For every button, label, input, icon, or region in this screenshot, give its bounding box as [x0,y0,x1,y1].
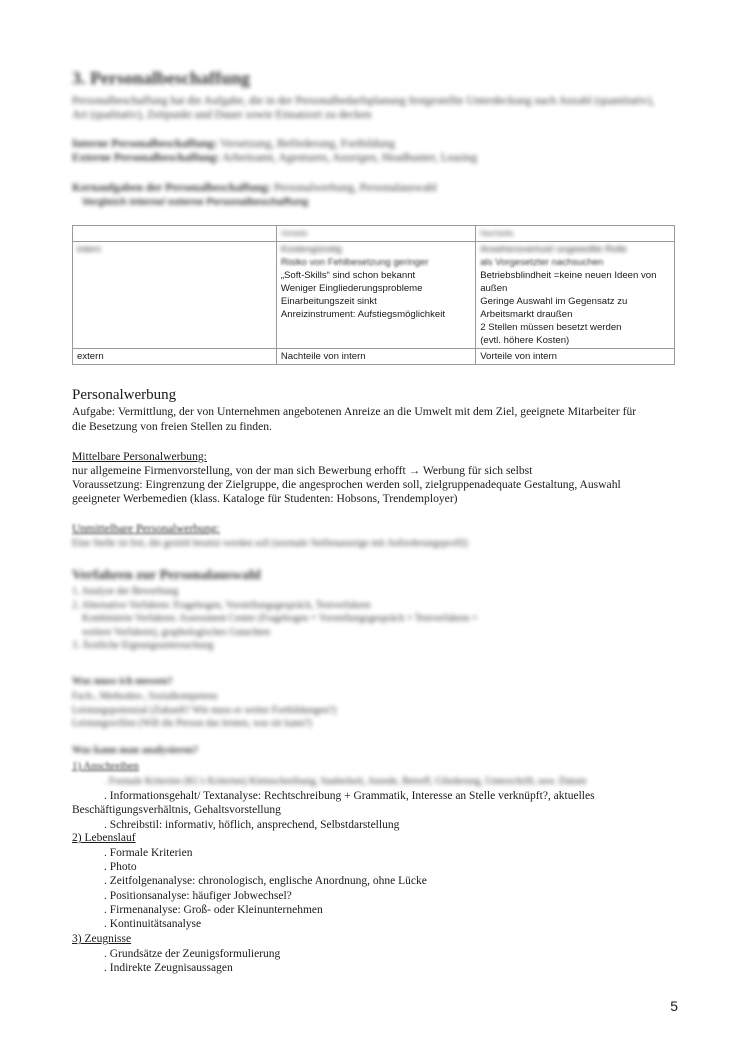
interne-line [72,138,395,150]
intern-nachteil-2: als Vorgesetzter nachsuchen [480,257,604,268]
intern-nachteil-6: Arbeitsmarkt draußen [480,309,573,320]
verfahren-item-2: 2. Alternative Verfahren: Fragebogen, Vorstellungsgespräch, Testverfahren [72,599,371,611]
intern-nachteil-7: 2 Stellen müssen besetzt werden [480,322,622,333]
mittelbar-line-1: nur allgemeine Firmenvorstellung, von der man sich Bewerbung erhofft → Werbung für sich selbst [72,464,533,477]
wasmessen-item-2: Leistungspotenzial (Zukunft? Wie muss er weiter Fortbildungen?) [72,704,337,716]
externe-line [72,152,477,164]
table-row-extern [73,349,675,365]
personalwerbung-title: Personalwerbung [72,387,177,403]
lebenslauf-item-4: . Positionsanalyse: häufiger Jobwechsel? [104,889,292,902]
lebenslauf-item-6: . Kontinuitätsanalyse [104,918,202,931]
lebenslauf-item-2: . Photo [104,861,137,874]
intro-line-2: Art (qualitativ), Zeitpunkt und Dauer sowie Einsatzort zu decken [72,109,372,121]
verfahren-item-3: Kombinierte Verfahren: Assessment Center (Fragebogen + Vorstellungsgespräch + Testverfahren + [82,613,478,624]
lebenslauf-item-3: . Zeitfolgenanalyse: chronologisch, englische Anordnung, ohne Lücke [104,875,427,888]
heading-personalbeschaffung: 3. Personalbeschaffung [72,68,251,88]
lebenslauf-item-1: . Formale Kriterien [104,847,193,859]
intern-nachteile-cell [476,242,675,349]
table-header-row [73,226,675,242]
page-number: 5 [670,998,678,1014]
intern-vorteil-2: Risiko von Fehlbesetzung geringer [280,257,429,268]
anschreiben-list [72,775,692,832]
extern-vorteile: Nachteile von intern [276,349,475,365]
anschreiben-item-4: . Schreibstil: informativ, höflich, ansprechend, Selbstdarstellung [104,818,400,831]
intern-nachteil-4: außen [480,283,508,294]
unmittelbar-title: Unmittelbare Personalwerbung: [72,522,220,535]
aufgabe-line-2: die Besetzung von freien Stellen zu finden. [72,420,272,433]
extern-label: extern [73,349,277,365]
intern-nachteil-5: Geringe Auswahl im Gegensatz zu [480,296,628,307]
kern-line [72,182,437,194]
intern-label: intern [77,244,101,255]
verfahren-item-4: weitere Verfahren), graphologisches Gutachten [82,626,271,638]
intern-nachteil-1: Ansehensverlust/ ungewollte Rolle [480,244,627,255]
mittelbar-line-2: Voraussetzung: Eingrenzung der Zielgruppe, die angesprochen werden soll, zielgruppenadequate Gestaltung, Auswahl [72,478,621,491]
intern-nachteil-8: (evtl. höhere Kosten) [480,335,570,346]
lebenslauf-title: 2) Lebenslauf [72,832,136,844]
externe-text: Arbeitsamt, Agenturen, Anzeigen, Headhunter, Leasing [222,152,478,164]
table-row-intern [73,242,675,349]
anschreiben-title: 1) Anschreiben [72,760,139,772]
vergleich-title: Vergleich interne/ externe Personalbeschaffung [82,197,309,208]
verfahren-item-1: 1. Analyse der Bewerbung [72,586,179,597]
interne-label: Interne Personalbeschaffung: [72,138,218,150]
wasmessen-title: Was muss ich messen? [72,676,173,687]
interne-text: Versetzung, Beförderung, Fortbildung [220,138,396,150]
verfahren-list [72,585,692,653]
lebenslauf-list [72,846,692,931]
wasmessen-item-3: Leistungswillen (Will die Person das leisten, was sie kann?) [72,718,312,729]
zeugnisse-list [72,947,692,975]
intern-vorteil-5: Einarbeitungszeit sinkt [280,296,377,307]
comparison-table [72,225,675,365]
zeugnisse-item-2: . Indirekte Zeugnisaussagen [104,962,233,975]
table-header-nachteile: Nachteile [476,226,675,242]
externe-label: Externe Personalbeschaffung: [72,152,220,164]
intern-vorteil-4: Weniger Eingliederungsprobleme [280,283,423,294]
lebenslauf-item-5: . Firmenanalyse: Groß- oder Kleinunternehmen [104,903,323,916]
wasmessen-list [72,690,692,731]
mittelbar-title: Mittelbare Personalwerbung: [72,450,207,463]
aufgabe-line-1: Aufgabe: Vermittlung, der von Unternehmen angebotenen Anreize an die Umwelt mit dem Ziel, geeignete Mitarbeiter für [72,405,637,418]
anschreiben-item-1: . Formale Kriterien (Kl.'s Kriterien) Kleinschreibung, Sauberkeit, Anrede, Betreff, Gliederung, Unterschrift, usw. Datum [104,776,587,787]
extern-nachteile: Vorteile von intern [476,349,675,365]
zeugnisse-item-1: . Grundsätze der Zeunigsformulierung [104,948,281,960]
table-header-empty [73,226,277,242]
table-header-vorteile: Vorteile [276,226,475,242]
zeugnisse-title: 3) Zeugnisse [72,933,132,945]
intern-nachteil-3: Betriebsblindheit =keine neuen Ideen von [480,270,657,281]
intern-vorteile-cell [276,242,475,349]
anschreiben-item-2: . Informationsgehalt/ Textanalyse: Rechtschreibung + Grammatik, Interesse an Stelle verknüpft?, aktuelles [104,790,595,803]
intern-vorteil-3: „Soft-Skills“ sind schon bekannt [280,270,416,281]
kern-text: Personalwerbung, Personalauswahl [274,182,437,194]
wasmessen-item-1: Fach-, Methoden-, Sozialkompetenz [72,691,218,702]
anschreiben-item-3: Beschäftigungsverhältnis, Gehaltsvorstellung [72,804,281,817]
unmittelbar-line-1: Eine Stelle ist frei, die gezielt besetzt werden soll (normale Stellenanzeige mit Anforderungsprofil) [72,538,468,549]
verfahren-title: Verfahren zur Personalauswahl [72,568,261,583]
intern-vorteil-1: Kostengünstig [280,244,342,255]
intern-vorteil-6: Anreizinstrument: Aufstiegsmöglichkeit [280,309,446,320]
intro-line-1: Personalbeschaffung hat die Aufgabe, die in der Personalbedarfsplanung festgestellte Unterdeckung nach Anzahl (quantitativ), [72,95,655,107]
kern-label: Kernaufgaben der Personalbeschaffung: [72,182,272,194]
verfahren-item-5: 3. Ärztliche Eignungsuntersuchung [72,640,214,651]
analysieren-title: Was kann man analysieren? [72,745,199,756]
mittelbar-line-3: geeigneter Werbemedien (klass. Kataloge für Studenten: Hobsons, Trendemployer) [72,492,458,505]
